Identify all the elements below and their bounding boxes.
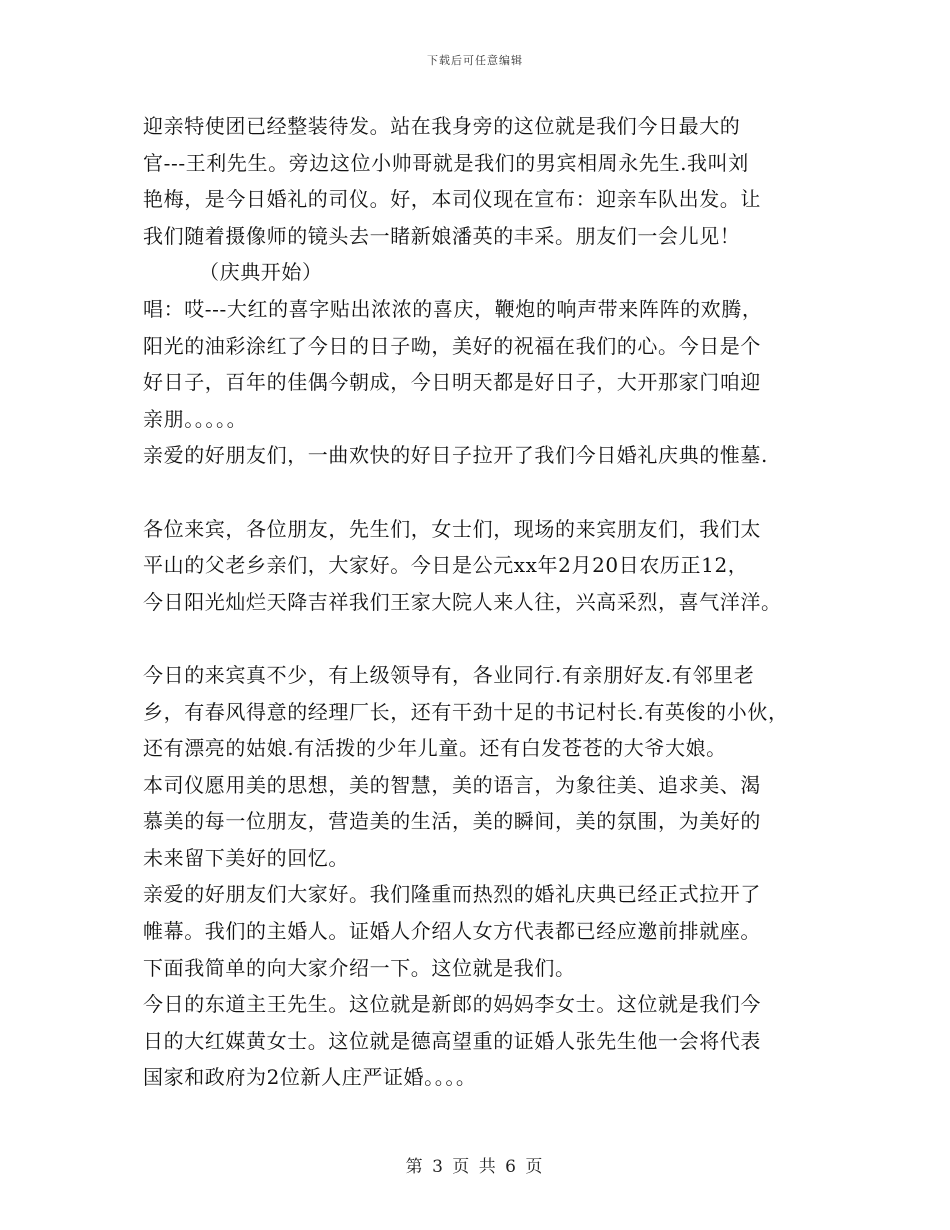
text-line: 官---王利先生。旁边这位小帅哥就是我们的男宾相周永先生.我叫刘 [143,150,749,175]
text-line: 迎亲特使团已经整装待发。站在我身旁的这位就是我们今日最大的 [143,114,741,138]
text-line: 今日的来宾真不少，有上级领导有，各业同行.有亲朋好友.有邻里老 [143,662,755,687]
text-line: 还有漂亮的姑娘.有活拨的少年儿童。还有白发苍苍的大爷大娘。 [143,736,727,761]
text-line: 各位来宾，各位朋友，先生们，女士们，现场的来宾朋友们，我们太 [143,516,761,541]
text-line: 未来留下美好的回忆。 [143,845,349,870]
document-body [143,108,823,1096]
text-line: 今日阳光灿烂天降吉祥我们王家大院人来人往，兴高采烈，喜气洋洋。 [143,589,782,614]
text-line: 下面我简单的向大家介绍一下。这位就是我们。 [143,955,576,980]
text-line: 我们随着摄像师的镜头去一睹新娘潘英的丰采。朋友们一会儿见！ [143,223,741,248]
page-number: 第 3 页 共 6 页 [405,1157,545,1177]
text-line: 唱：哎---大红的喜字贴出浓浓的喜庆，鞭炮的响声带来阵阵的欢腾， [143,296,763,321]
text-line: 乡，有春风得意的经理厂长，还有干劲十足的书记村长.有英俊的小伙， [143,699,789,724]
text-line: 平山的父老乡亲们，大家好。今日是公元xx年2月20日农历正12， [143,553,749,578]
text-line: 艳梅，是今日婚礼的司仪。好，本司仪现在宣布：迎亲车队出发。让 [143,187,761,212]
text-line: 亲朋。。。。。 [143,406,248,431]
page-header-note: 下载后可任意编辑 [427,54,523,67]
text-line: 国家和政府为2位新人庄严证婚。。。。 [143,1065,477,1090]
text-line: 本司仪愿用美的思想，美的智慧，美的语言，为象往美、追求美、渴 [143,772,761,797]
text-line: 亲爱的好朋友们大家好。我们隆重而热烈的婚礼庆典已经正式拉开了 [143,882,761,907]
text-line: 阳光的油彩涂红了今日的日子呦，美好的祝福在我们的心。今日是个 [143,333,761,358]
paragraph-gap [143,474,823,511]
paragraph-gap [143,620,823,657]
text-line: 日的大红媒黄女士。这位就是德高望重的证婚人张先生他一会将代表 [143,1028,761,1053]
text-line: 今日的东道主王先生。这位就是新郎的妈妈李女士。这位就是我们今 [143,992,761,1017]
text-line: 亲爱的好朋友们，一曲欢快的好日子拉开了我们今日婚礼庆典的惟墓. [143,443,768,468]
text-line: 帷幕。我们的主婚人。证婚人介绍人女方代表都已经应邀前排就座。 [143,919,761,944]
text-line: 好日子，百年的佳偶今朝成，今日明天都是好日子，大开那家门咱迎 [143,370,761,395]
text-line: 慕美的每一位朋友，营造美的生活，美的瞬间，美的氛围，为美好的 [143,809,761,834]
section-heading: （庆典开始） [199,260,323,285]
